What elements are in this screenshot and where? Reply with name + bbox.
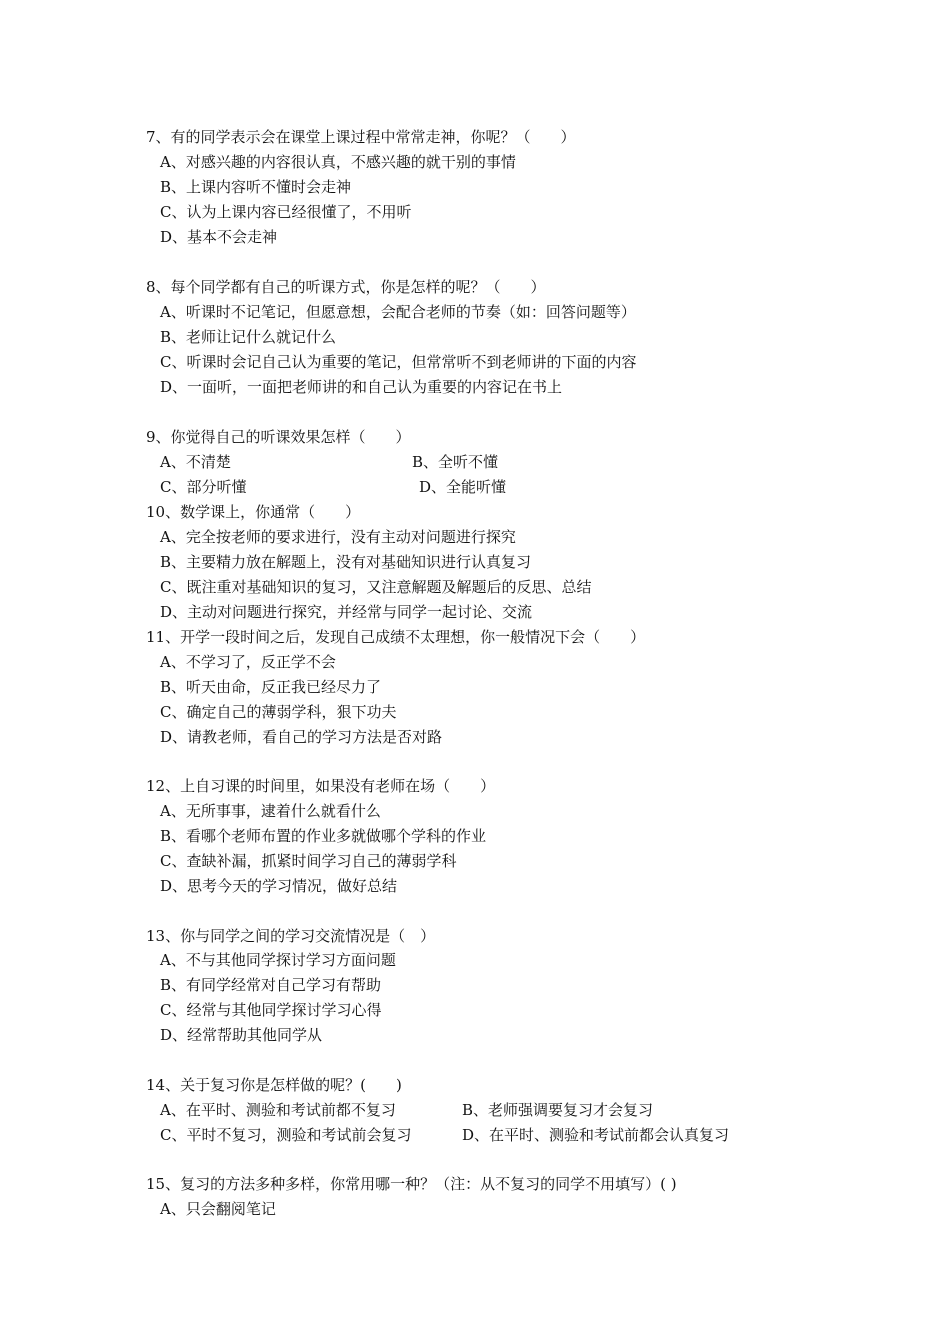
option-9a: A、不清楚	[160, 453, 231, 471]
question-15: 15、复习的方法多种多样，你常用哪一种？（注：从不复习的同学不用填写）( )	[146, 1175, 677, 1193]
option-11b: B、听天由命，反正我已经尽力了	[160, 678, 382, 696]
option-10d: D、主动对问题进行探究，并经常与同学一起讨论、交流	[160, 603, 533, 621]
option-11a: A、不学习了，反正学不会	[160, 653, 336, 671]
option-10c: C、既注重对基础知识的复习，又注意解题及解题后的反思、总结	[160, 578, 592, 596]
option-13a: A、不与其他同学探讨学习方面问题	[160, 951, 396, 969]
question-9: 9、你觉得自己的听课效果怎样（ ）	[146, 428, 411, 446]
question-8: 8、每个同学都有自己的听课方式，你是怎样的呢？（ ）	[146, 278, 546, 296]
option-14d: D、在平时、测验和考试前都会认真复习	[462, 1126, 730, 1144]
option-9c: C、部分听懂	[160, 478, 247, 496]
question-11: 11、开学一段时间之后，发现自己成绩不太理想，你一般情况下会（ ）	[146, 628, 646, 646]
option-8b: B、老师让记什么就记什么	[160, 328, 337, 346]
option-14b: B、老师强调要复习才会复习	[462, 1101, 654, 1119]
option-10a: A、完全按老师的要求进行，没有主动对问题进行探究	[160, 528, 516, 546]
option-7a: A、对感兴趣的内容很认真，不感兴趣的就干别的事情	[160, 153, 516, 171]
option-7b: B、上课内容听不懂时会走神	[160, 178, 352, 196]
option-14a: A、在平时、测验和考试前都不复习	[160, 1101, 396, 1119]
option-12c: C、查缺补漏，抓紧时间学习自己的薄弱学科	[160, 852, 457, 870]
question-13: 13、你与同学之间的学习交流情况是（ ）	[146, 927, 436, 945]
option-10b: B、主要精力放在解题上，没有对基础知识进行认真复习	[160, 553, 532, 571]
option-13c: C、经常与其他同学探讨学习心得	[160, 1001, 382, 1019]
option-8a: A、听课时不记笔记，但愿意想，会配合老师的节奏（如：回答问题等）	[160, 303, 636, 321]
question-12: 12、上自习课的时间里，如果没有老师在场（ ）	[146, 777, 496, 795]
option-13b: B、有同学经常对自己学习有帮助	[160, 976, 382, 994]
option-13d: D、经常帮助其他同学从	[160, 1026, 323, 1044]
question-14: 14、关于复习你是怎样做的呢？( )	[146, 1076, 402, 1094]
option-15a: A、只会翻阅笔记	[160, 1200, 276, 1218]
option-14c: C、平时不复习，测验和考试前会复习	[160, 1126, 412, 1144]
option-8d: D、一面听，一面把老师讲的和自己认为重要的内容记在书上	[160, 378, 563, 396]
option-12d: D、思考今天的学习情况，做好总结	[160, 877, 398, 895]
question-10: 10、数学课上，你通常（ ）	[146, 503, 361, 521]
option-11c: C、确定自己的薄弱学科，狠下功夫	[160, 703, 397, 721]
option-9b: B、全听不懂	[412, 453, 499, 471]
option-12a: A、无所事事，逮着什么就看什么	[160, 802, 381, 820]
question-7: 7、有的同学表示会在课堂上课过程中常常走神，你呢？（ ）	[146, 128, 576, 146]
option-8c: C、听课时会记自己认为重要的笔记，但常常听不到老师讲的下面的内容	[160, 353, 637, 371]
option-11d: D、请教老师，看自己的学习方法是否对路	[160, 728, 443, 746]
option-9d: D、全能听懂	[419, 478, 507, 496]
option-7d: D、基本不会走神	[160, 228, 278, 246]
option-12b: B、看哪个老师布置的作业多就做哪个学科的作业	[160, 827, 487, 845]
option-7c: C、认为上课内容已经很懂了，不用听	[160, 203, 412, 221]
